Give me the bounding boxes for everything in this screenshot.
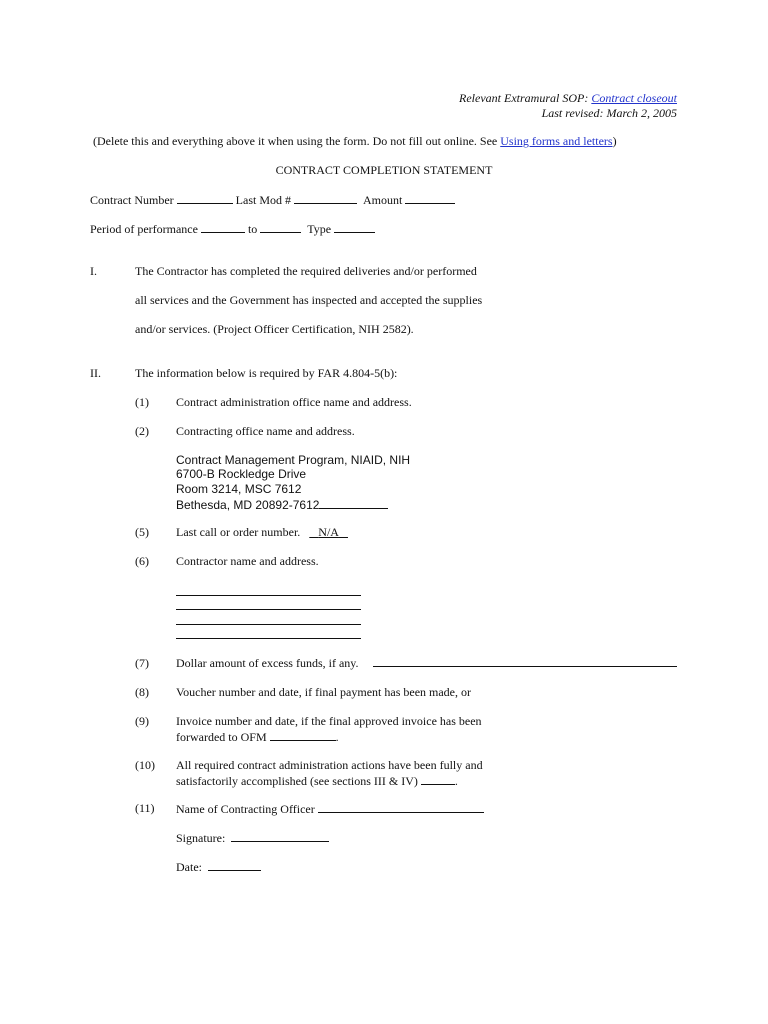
item-text: All required contract administration actions have been fully and bbox=[176, 758, 483, 772]
actions-blank bbox=[421, 773, 455, 785]
period-label: Period of performance bbox=[90, 222, 198, 236]
item-number: (1) bbox=[135, 395, 149, 409]
item-text: Last call or order number. bbox=[176, 525, 301, 539]
last-mod-blank bbox=[294, 192, 357, 204]
contractor-address-blank bbox=[176, 609, 361, 610]
item-5-row bbox=[176, 525, 348, 539]
sop-reference bbox=[459, 91, 677, 105]
item-number: (5) bbox=[135, 525, 149, 539]
last-mod-label: Last Mod # bbox=[235, 193, 291, 207]
item-number: (10) bbox=[135, 758, 155, 772]
signature-row bbox=[176, 830, 329, 845]
contract-fields-row bbox=[90, 192, 455, 207]
period-end-blank bbox=[260, 221, 301, 233]
ofm-blank bbox=[270, 729, 336, 741]
contract-number-label: Contract Number bbox=[90, 193, 174, 207]
type-label: Type bbox=[307, 222, 332, 236]
item-number: (11) bbox=[135, 801, 155, 815]
excess-funds-blank bbox=[373, 666, 677, 667]
section-1-line: The Contractor has completed the required deliveries and/or performed bbox=[135, 264, 477, 278]
last-revised: Last revised: March 2, 2005 bbox=[541, 106, 677, 120]
type-blank bbox=[334, 221, 375, 233]
date-label: Date: bbox=[176, 860, 202, 874]
contract-number-blank bbox=[177, 192, 233, 204]
sop-label: Relevant Extramural SOP: bbox=[459, 91, 589, 105]
item-number: (2) bbox=[135, 424, 149, 438]
date-row bbox=[176, 859, 261, 874]
item-text: Voucher number and date, if final payment has been made, or bbox=[176, 685, 472, 699]
item-9-line2: forwarded to OFM . bbox=[176, 730, 339, 744]
page-title: CONTRACT COMPLETION STATEMENT bbox=[275, 163, 493, 177]
section-1-line: and/or services. (Project Officer Certification, NIH 2582). bbox=[135, 322, 414, 336]
contractor-address-blank bbox=[176, 624, 361, 625]
item-10-line2: satisfactorily accomplished (see sections III & IV) . bbox=[176, 774, 458, 788]
last-order-value: N/A bbox=[318, 525, 339, 539]
contractor-address-blank bbox=[176, 638, 361, 639]
item-11-row bbox=[176, 801, 484, 816]
office-address-line: 6700-B Rockledge Drive bbox=[176, 467, 307, 481]
contractor-address-blank bbox=[176, 595, 361, 596]
section-2-intro: The information below is required by FAR 4.804-5(b): bbox=[135, 366, 398, 380]
period-row bbox=[90, 221, 375, 236]
date-blank bbox=[208, 859, 261, 871]
section-1-numeral: I. bbox=[90, 264, 97, 278]
item-number: (6) bbox=[135, 554, 149, 568]
section-1-line: all services and the Government has inspected and accepted the supplies bbox=[135, 293, 483, 307]
contracting-officer-blank bbox=[318, 801, 484, 813]
to-label: to bbox=[247, 222, 258, 236]
amount-label: Amount bbox=[363, 193, 403, 207]
office-address-line: Room 3214, MSC 7612 bbox=[176, 482, 302, 496]
amount-blank bbox=[405, 192, 455, 204]
instruction-note: (Delete this and everything above it when using the form. Do not fill out online. See Using forms and letters) bbox=[93, 134, 617, 148]
office-address-line: Bethesda, MD 20892-7612 bbox=[176, 497, 388, 512]
using-forms-link[interactable]: Using forms and letters bbox=[500, 134, 613, 148]
signature-label: Signature: bbox=[176, 831, 226, 845]
address-blank bbox=[319, 497, 388, 509]
item-text: Name of Contracting Officer bbox=[176, 802, 315, 816]
period-start-blank bbox=[201, 221, 245, 233]
item-text: Dollar amount of excess funds, if any. bbox=[176, 656, 359, 670]
item-number: (9) bbox=[135, 714, 149, 728]
item-number: (8) bbox=[135, 685, 149, 699]
item-text: Contractor name and address. bbox=[176, 554, 319, 568]
item-text: Contract administration office name and address. bbox=[176, 395, 412, 409]
contract-closeout-link[interactable]: Contract closeout bbox=[591, 91, 677, 105]
office-address-line: Contract Management Program, NIAID, NIH bbox=[176, 453, 411, 467]
item-text: Invoice number and date, if the final approved invoice has been bbox=[176, 714, 482, 728]
section-2-numeral: II. bbox=[90, 366, 101, 380]
item-text: Contracting office name and address. bbox=[176, 424, 355, 438]
signature-blank bbox=[231, 830, 329, 842]
item-number: (7) bbox=[135, 656, 149, 670]
